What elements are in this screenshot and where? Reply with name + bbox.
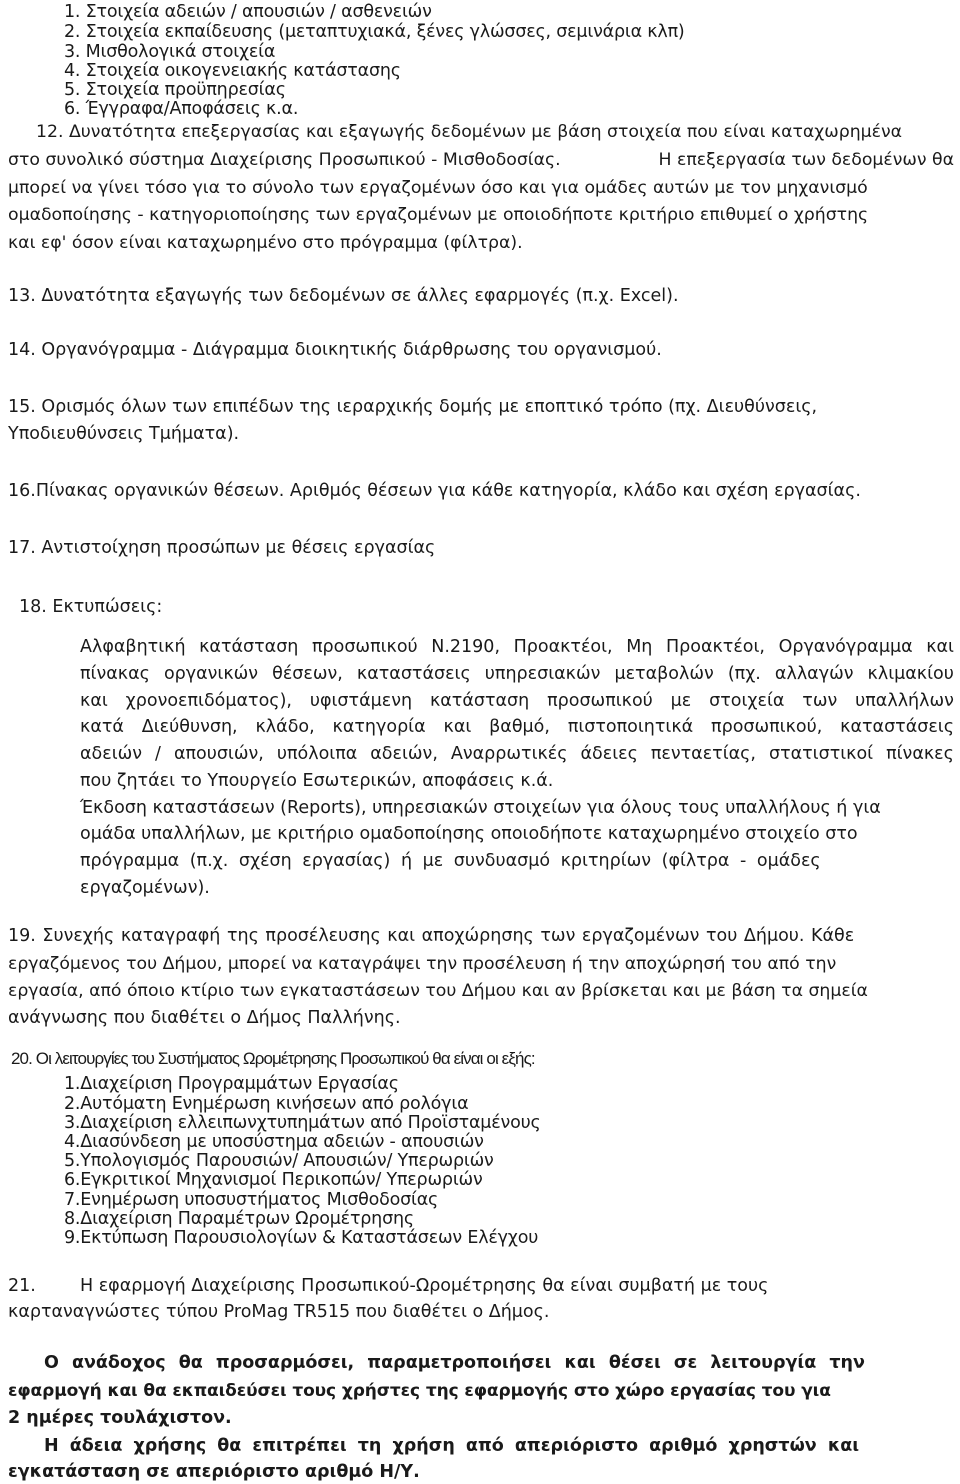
word: στατιστικοί (768, 744, 874, 764)
item-14: 14. Οργανόγραμμα - Διάγραμμα διοικητικής διάρθρωσης του οργανισμού. (8, 340, 662, 360)
item-18-p2-line: Έκδοση καταστάσεων (Reports), υπηρεσιακών στοιχείων για όλους τους υπαλλήλους ή για (80, 798, 881, 818)
word: με (670, 691, 692, 711)
item-20-list-item: 1.Διαχείριση Προγραμμάτων Εργασίας (64, 1074, 399, 1094)
list-item: 6. Έγγραφα/Αποφάσεις κ.α. (64, 99, 299, 119)
word: μεταβολών (614, 664, 714, 684)
item-18-p1-line (80, 663, 954, 685)
item-12-line-4: ομαδοποίησης - κατηγοριοποίησης των εργαζομένων με οποιοδήποτε κριτήριο επιθυμεί ο χρήστης (8, 205, 869, 225)
word: και (80, 691, 108, 711)
item-20-list-item: 8.Διαχείριση Παραμέτρων Ωρομέτρησης (64, 1209, 414, 1229)
word: κατά (80, 717, 124, 737)
item-18-p2-line: πρόγραμμα (π.χ. σχέση εργασίας) ή με συνδυασμό κριτηρίων (φίλτρα - ομάδες (80, 851, 821, 871)
word: κατηγορία (332, 717, 426, 737)
word: πίνακας (80, 664, 150, 684)
word: οργανικών (163, 664, 259, 684)
list-item: 4. Στοιχεία οικογενειακής κατάστασης (64, 61, 401, 81)
word: και (443, 717, 472, 737)
word: καταστάσεις (356, 664, 471, 684)
word: Αναρρωτικές (450, 744, 568, 764)
item-20-list-item: 2.Αυτόματη Ενημέρωση κινήσεων από ρολόγια (64, 1094, 469, 1114)
word: πιστοποιητικά (567, 717, 694, 737)
word: υπόλοιπα (276, 744, 358, 764)
list-item: 3. Μισθολογικά στοιχεία (64, 42, 276, 62)
word: αδειών (80, 744, 143, 764)
item-12-line-2b: Η επεξεργασία των δεδομένων θα (658, 150, 954, 170)
word: Ν.2190, (431, 637, 501, 657)
item-18-p1-line (80, 636, 954, 658)
word: κατάσταση (429, 691, 530, 711)
word: καταστάσεις (840, 717, 954, 737)
word: / (155, 744, 161, 764)
item-12-line-2a: στο συνολικό σύστημα Διαχείρισης Προσωπικού - Μισθοδοσίας. (8, 150, 561, 170)
item-18-p1-line (80, 743, 954, 765)
word: προσωπικού (547, 691, 653, 711)
word: αδειών, (370, 744, 438, 764)
item-20-list-item: 4.Διασύνδεση με υποσύστημα αδειών - απουσιών (64, 1132, 484, 1152)
word: των (802, 691, 838, 711)
word: υπηρεσιακών (484, 664, 601, 684)
item-15-line-2: Υποδιευθύνσεις Τμήματα). (8, 424, 240, 444)
item-16: 16.Πίνακας οργανικών θέσεων. Αριθμός θέσεων για κάθε κατηγορία, κλάδο και σχέση εργασίας. (8, 481, 861, 501)
item-18-p2-line: ομάδα υπαλλήλων, με κριτήριο ομαδοποίησης οποιοδήποτε καταχωρημένο στοιχείο στο (80, 824, 858, 844)
item-20-list-item: 6.Εγκριτικοί Μηχανισμοί Περικοπών/ Υπερωριών (64, 1170, 483, 1190)
item-21-line-1: Η εφαρμογή Διαχείρισης Προσωπικού-Ωρομέτρησης θα είναι συμβατή με τους (80, 1276, 769, 1296)
item-18-p1-line (80, 716, 954, 738)
word: στοιχεία (709, 691, 785, 711)
word: (πχ. (727, 664, 761, 684)
word: Προακτέοι, (665, 637, 765, 657)
item-21-number: 21. (8, 1276, 36, 1296)
word: πίνακες (886, 744, 954, 764)
word: αλλαγών (774, 664, 854, 684)
word: απουσιών, (173, 744, 264, 764)
item-12-line-5: και εφ' όσον είναι καταχωρημένο στο πρόγραμμα (φίλτρα). (8, 233, 523, 253)
item-20-title: 20. Οι λειτουργίες του Συστήματος Ωρομέτρησης Προσωπικού θα είναι οι εξής: (11, 1049, 535, 1068)
item-19-line: 19. Συνεχής καταγραφή της προσέλευσης και αποχώρησης των εργαζομένων του Δήμου. Κάθε (8, 926, 855, 946)
word: άδειες (580, 744, 638, 764)
item-19-line: εργαζόμενος του Δήμου, μπορεί να καταγράψει την προσέλευση ή την αποχώρησή του από την (8, 954, 837, 974)
item-19-line: εργασία, από όποιο κτίριο των εγκαταστάσεων του Δήμου και αν βρίσκεται και με βάση τα σημεία (8, 981, 868, 1001)
word: πενταετίας, (650, 744, 756, 764)
list-item: 1. Στοιχεία αδειών / απουσιών / ασθενειών (64, 2, 432, 22)
item-21-line-2: καρταναγνώστες τύπου ProMag TR515 που διαθέτει ο Δήμος. (8, 1302, 550, 1322)
item-12-line-1: 12. Δυνατότητα επεξεργασίας και εξαγωγής δεδομένων με βάση στοιχεία που είναι καταχωρημένα (36, 122, 903, 142)
item-12-line-2 (8, 149, 954, 171)
word: Μη (626, 637, 653, 657)
item-20-list-item: 9.Εκτύπωση Παρουσιολογίων & Καταστάσεων Ελέγχου (64, 1228, 539, 1248)
item-18-title: 18. Εκτυπώσεις: (19, 597, 163, 617)
word: Διεύθυνση, (141, 717, 238, 737)
word: προσωπικού (311, 637, 418, 657)
word: κλιμακίου (867, 664, 954, 684)
bold-paragraph-1-line: εφαρμογή και θα εκπαιδεύσει τους χρήστες της εφαρμογής στο χώρο εργασίας του για (8, 1381, 831, 1401)
item-12-line-3: μπορεί να γίνει τόσο για το σύνολο των εργαζομένων όσο και για ομάδες αυτών με τον μηχανισμό (8, 178, 868, 198)
word: κλάδο, (255, 717, 315, 737)
list-item: 2. Στοιχεία εκπαίδευσης (μεταπτυχιακά, ξένες γλώσσες, σεμινάρια κλπ) (64, 22, 685, 42)
list-item: 5. Στοιχεία προϋπηρεσίας (64, 80, 286, 100)
word: κατάσταση (199, 637, 299, 657)
item-20-list-item: 3.Διαχείριση ελλειπωνχτυπημάτων από Προϊσταμένους (64, 1113, 541, 1133)
word: υφιστάμενη (309, 691, 413, 711)
word: Προακτέοι, (513, 637, 613, 657)
word: και (926, 637, 954, 657)
item-20-list-item: 7.Ενημέρωση υποσυστήματος Μισθοδοσίας (64, 1190, 439, 1210)
item-15-line-1: 15. Ορισμός όλων των επιπέδων της ιεραρχικής δομής με εποπτικό τρόπο (πχ. Διευθύνσεις, (8, 397, 818, 417)
item-19-line: ανάγνωσης που διαθέτει ο Δήμος Παλλήνης. (8, 1008, 401, 1028)
item-18-p2-line: εργαζομένων). (80, 878, 210, 898)
word: προσωπικού, (711, 717, 823, 737)
word: Αλφαβητική (80, 637, 186, 657)
bold-paragraph-1-line: 2 ημέρες τουλάχιστον. (8, 1408, 232, 1428)
bold-paragraph-2-line: Η άδεια χρήσης θα επιτρέπει τη χρήση από απεριόριστο αριθμό χρηστών και (44, 1436, 860, 1456)
bold-paragraph-2-line: εγκατάσταση σε απεριόριστο αριθμό Η/Υ. (8, 1462, 420, 1482)
item-13: 13. Δυνατότητα εξαγωγής των δεδομένων σε άλλες εφαρμογές (π.χ. Excel). (8, 286, 679, 306)
item-17: 17. Αντιστοίχηση προσώπων με θέσεις εργασίας (8, 538, 436, 558)
item-18-p1-line (80, 690, 954, 712)
word: χρονοεπιδόματος), (125, 691, 292, 711)
word: βαθμό, (489, 717, 550, 737)
word: υπαλλήλων (855, 691, 954, 711)
bold-paragraph-1-line: Ο ανάδοχος θα προσαρμόσει, παραμετροποιήσει και θέσει σε λειτουργία την (44, 1353, 865, 1373)
word: θέσεων, (272, 664, 343, 684)
item-20-list-item: 5.Υπολογισμός Παρουσιών/ Απουσιών/ Υπερωριών (64, 1151, 494, 1171)
word: Οργανόγραμμα (778, 637, 913, 657)
item-18-p1-line: που ζητάει το Υπουργείο Εσωτερικών, αποφάσεις κ.ά. (80, 771, 554, 791)
